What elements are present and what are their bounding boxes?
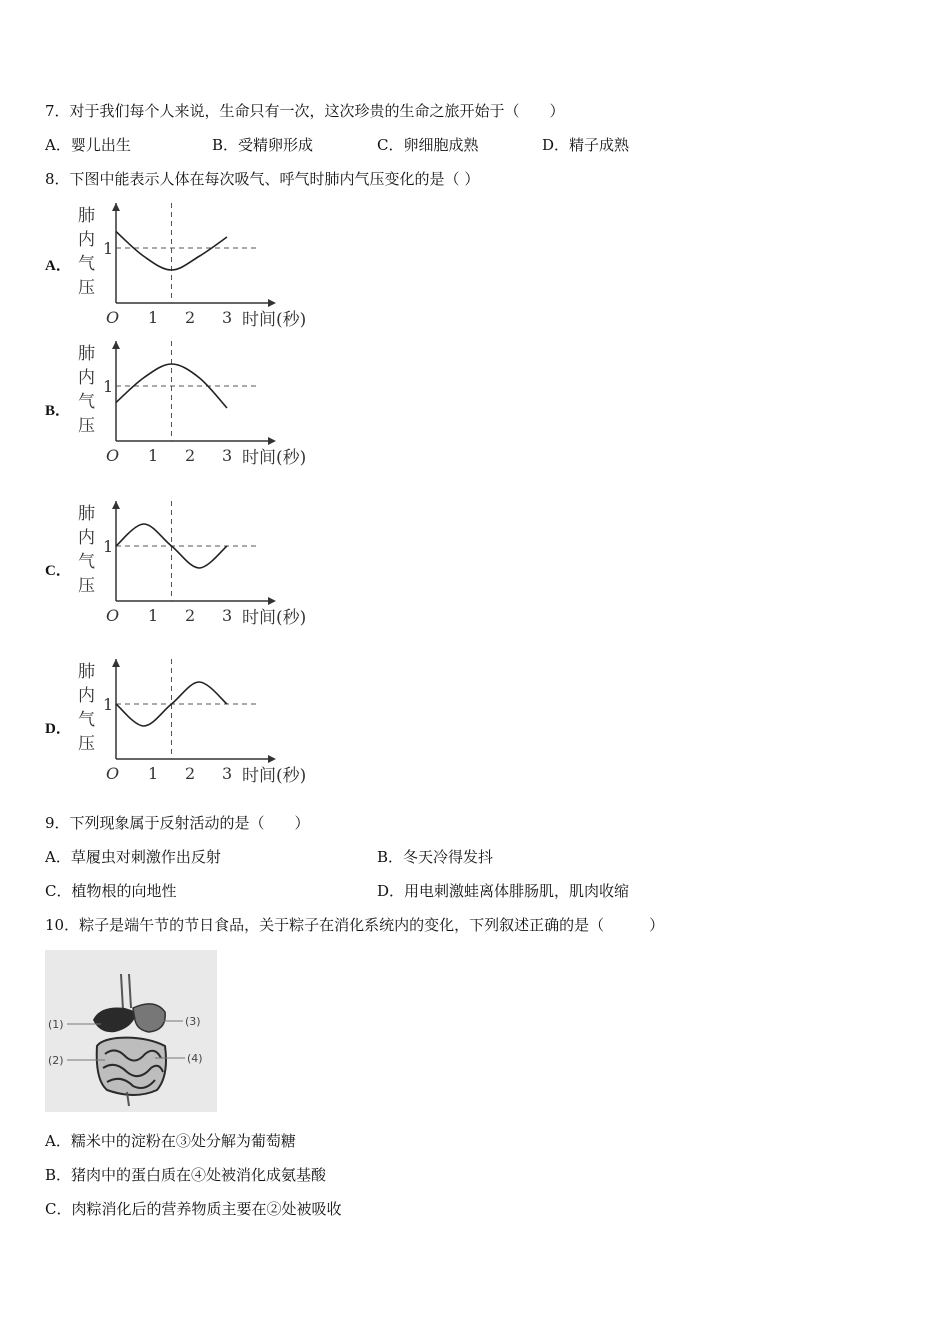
x-tick-label: 2 (185, 446, 196, 465)
graph-b (70, 333, 330, 468)
y-axis-arrow (112, 203, 120, 211)
q9-option-b: B．冬天冷得发抖 (377, 848, 494, 866)
y-axis-label-char: 压 (78, 734, 95, 754)
y-axis-arrow (112, 659, 120, 667)
y-ref-value: 1 (103, 377, 114, 396)
q10-option-c: C．肉粽消化后的营养物质主要在②处被吸收 (45, 1200, 342, 1218)
x-tick-label: 1 (148, 308, 159, 327)
y-axis-label-char: 肺 (78, 206, 95, 226)
x-tick-label: 2 (185, 606, 196, 625)
q8-option-a-label: A． (45, 258, 71, 274)
y-axis-label-char: 气 (78, 392, 95, 412)
y-axis-label-char: 压 (78, 576, 95, 596)
figure-label-1: (1) (48, 1018, 64, 1031)
y-axis-label-char: 肺 (78, 662, 95, 682)
x-tick-label: 3 (222, 764, 233, 783)
q8-option-d-label: D． (45, 721, 71, 737)
liver-shape (93, 1008, 137, 1033)
y-axis-arrow (112, 501, 120, 509)
q8-option-c-label: C． (45, 563, 71, 579)
origin-label: O (106, 764, 120, 783)
y-axis-label-char: 内 (78, 528, 95, 548)
q7-option-a: A．婴儿出生 (45, 136, 131, 154)
x-tick-label: 3 (222, 446, 233, 465)
x-axis-label: 时间(秒) (242, 448, 307, 468)
x-tick-label: 2 (185, 764, 196, 783)
graph-d (70, 651, 330, 786)
y-axis-label-char: 气 (78, 710, 95, 730)
q9-option-d: D．用电刺激蛙离体腓肠肌，肌肉收缩 (377, 882, 630, 900)
digestive-system-figure (45, 950, 217, 1112)
y-axis-label-char: 内 (78, 230, 95, 250)
q7-option-c: C．卵细胞成熟 (377, 136, 479, 154)
y-axis-arrow (112, 341, 120, 349)
x-axis-label: 时间(秒) (242, 310, 307, 330)
x-tick-label: 2 (185, 308, 196, 327)
esophagus-shape (121, 974, 131, 1010)
stomach-shape (133, 1004, 165, 1032)
q8-option-b-label: B． (45, 403, 71, 419)
x-tick-label: 1 (148, 446, 159, 465)
origin-label: O (106, 606, 120, 625)
y-ref-value: 1 (103, 695, 114, 714)
y-axis-label-char: 内 (78, 368, 95, 388)
x-axis-arrow (268, 299, 276, 307)
graph-a (70, 195, 330, 330)
q9-option-c: C．植物根的向地性 (45, 882, 177, 900)
x-axis-label: 时间(秒) (242, 608, 307, 628)
y-axis-label-char: 气 (78, 552, 95, 572)
origin-label: O (106, 446, 120, 465)
x-axis-arrow (268, 437, 276, 445)
x-tick-label: 3 (222, 606, 233, 625)
y-axis-label-char: 压 (78, 416, 95, 436)
y-ref-value: 1 (103, 239, 114, 258)
q8-stem: 8．下图中能表示人体在每次吸气、呼气时肺内气压变化的是（ ） (45, 170, 480, 188)
figure-label-3: (3) (185, 1015, 201, 1028)
y-axis-label-char: 气 (78, 254, 95, 274)
q7-stem: 7．对于我们每个人来说，生命只有一次，这次珍贵的生命之旅开始于（ ） (45, 102, 565, 120)
q10-option-a: A．糯米中的淀粉在③处分解为葡萄糖 (45, 1132, 296, 1150)
y-axis-label-char: 内 (78, 686, 95, 706)
figure-label-4: (4) (187, 1052, 203, 1065)
graph-c (70, 493, 330, 628)
x-tick-label: 1 (148, 764, 159, 783)
y-axis-label-char: 压 (78, 278, 95, 298)
y-axis-label-char: 肺 (78, 344, 95, 364)
x-axis-arrow (268, 755, 276, 763)
q10-option-b: B．猪肉中的蛋白质在④处被消化成氨基酸 (45, 1166, 327, 1184)
q7-option-d: D．精子成熟 (542, 136, 630, 154)
q9-option-a: A．草履虫对刺激作出反射 (45, 848, 221, 866)
x-axis-label: 时间(秒) (242, 766, 307, 786)
x-tick-label: 3 (222, 308, 233, 327)
origin-label: O (106, 308, 120, 327)
q9-stem: 9．下列现象属于反射活动的是（ ） (45, 814, 310, 832)
figure-label-2: (2) (48, 1054, 64, 1067)
q7-option-b: B．受精卵形成 (212, 136, 314, 154)
x-tick-label: 1 (148, 606, 159, 625)
y-axis-label-char: 肺 (78, 504, 95, 524)
x-axis-arrow (268, 597, 276, 605)
q10-stem: 10．粽子是端午节的节日食品，关于粽子在消化系统内的变化，下列叙述正确的是（ ） (45, 916, 665, 934)
y-ref-value: 1 (103, 537, 114, 556)
